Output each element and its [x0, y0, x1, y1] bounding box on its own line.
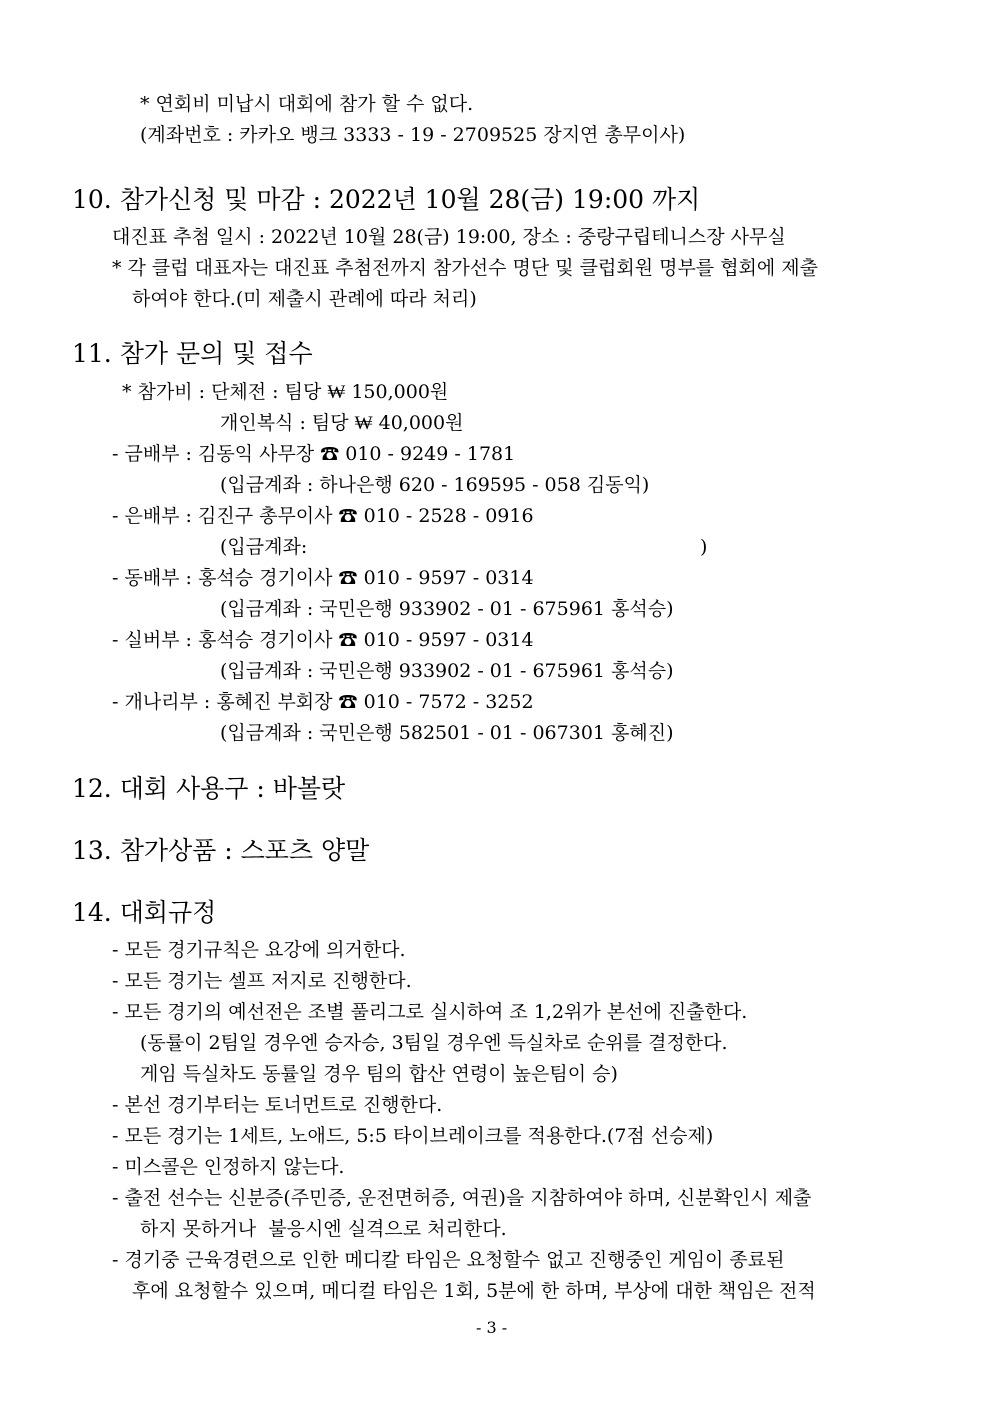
rule-7-cont: 하지 못하거나 불응시엔 실격으로 처리한다. [140, 1218, 507, 1240]
club-submission-note-cont: 하여야 한다.(미 제출시 관례에 따라 처리) [132, 288, 477, 310]
rule-8: - 경기중 근육경련으로 인한 메디칼 타임은 요청할수 없고 진행중인 게임이 종료된 [112, 1249, 785, 1271]
rule-3: - 모든 경기의 예선전은 조별 풀리그로 실시하여 조 1,2위가 본선에 진출한다. [112, 1001, 748, 1023]
rule-3-tiebreak: (동률이 2팀일 경우엔 승자승, 3팀일 경우엔 득실차로 순위를 결정한다. [140, 1032, 728, 1054]
rule-1: - 모든 경기규칙은 요강에 의거한다. [112, 939, 406, 961]
page-number: - 3 - [476, 1318, 508, 1337]
fee-doubles: 개인복식 : 팀당 ₩ 40,000원 [220, 412, 464, 434]
account-senior: (입금계좌 : 국민은행 933902 - 01 - 675961 홍석승) [220, 660, 674, 682]
rule-5: - 모든 경기는 1세트, 노애드, 5:5 타이브레이크를 적용한다.(7점 선승제) [112, 1125, 714, 1147]
section-10-title: 10. 참가신청 및 마감 : 2022년 10월 28(금) 19:00 까지 [72, 185, 701, 214]
rule-4: - 본선 경기부터는 토너먼트로 진행한다. [112, 1094, 443, 1116]
account-silver-close: ) [700, 536, 708, 558]
section-13-title: 13. 참가상품 : 스포츠 양말 [72, 836, 370, 865]
rule-7: - 출전 선수는 신분증(주민증, 운전면허증, 여권)을 지참하여야 하며, 신분확인시 제출 [112, 1187, 812, 1209]
club-submission-note: * 각 클럽 대표자는 대진표 추첨전까지 참가선수 명단 및 클럽회원 명부를 협회에 제출 [112, 257, 819, 279]
rule-6: - 미스콜은 인정하지 않는다. [112, 1156, 345, 1178]
contact-bronze: - 동배부 : 홍석승 경기이사 ☎ 010 - 9597 - 0314 [112, 567, 534, 589]
contact-gold: - 금배부 : 김동익 사무장 ☎ 010 - 9249 - 1781 [112, 443, 516, 465]
membership-fee-note: * 연회비 미납시 대회에 참가 할 수 없다. [140, 93, 474, 115]
account-number-line: (계좌번호 : 카카오 뱅크 3333 - 19 - 2709525 장지연 총무이사) [140, 124, 686, 146]
section-11-title: 11. 참가 문의 및 접수 [72, 339, 313, 368]
account-bronze: (입금계좌 : 국민은행 933902 - 01 - 675961 홍석승) [220, 598, 674, 620]
account-forsythia: (입금계좌 : 국민은행 582501 - 01 - 067301 홍혜진) [220, 722, 674, 744]
section-14-title: 14. 대회규정 [72, 898, 217, 927]
contact-silver: - 은배부 : 김진구 총무이사 ☎ 010 - 2528 - 0916 [112, 505, 534, 527]
draw-schedule-line: 대진표 추첨 일시 : 2022년 10월 28(금) 19:00, 장소 : 중랑구립테니스장 사무실 [112, 226, 786, 248]
rule-2: - 모든 경기는 셀프 저지로 진행한다. [112, 970, 412, 992]
contact-senior: - 실버부 : 홍석승 경기이사 ☎ 010 - 9597 - 0314 [112, 629, 534, 651]
fee-team: * 참가비 : 단체전 : 팀당 ₩ 150,000원 [122, 381, 449, 403]
contact-forsythia: - 개나리부 : 홍혜진 부회장 ☎ 010 - 7572 - 3252 [112, 691, 534, 713]
account-gold: (입금계좌 : 하나은행 620 - 169595 - 058 김동익) [220, 474, 650, 496]
account-silver: (입금계좌: [220, 536, 308, 558]
rule-8-cont: 후에 요청할수 있으며, 메디컬 타임은 1회, 5분에 한 하며, 부상에 대한 책임은 전적 [132, 1280, 816, 1302]
rule-3-tiebreak-cont: 게임 득실차도 동률일 경우 팀의 합산 연령이 높은팀이 승) [140, 1063, 618, 1085]
section-12-title: 12. 대회 사용구 : 바볼랏 [72, 774, 346, 803]
